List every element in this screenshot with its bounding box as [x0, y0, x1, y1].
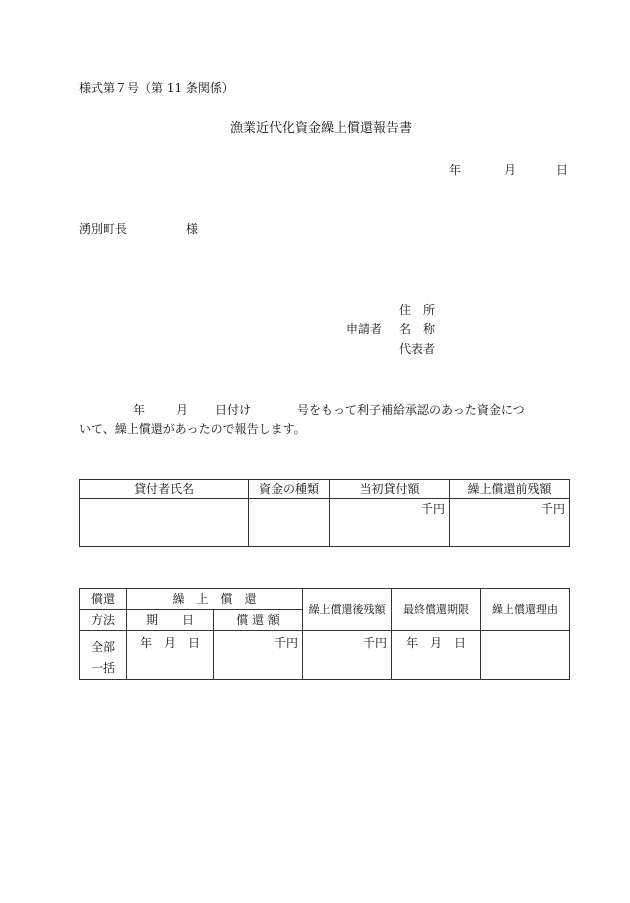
body-line2: いて、繰上償還があったので報告します。	[79, 422, 306, 436]
cell-method-line1: 全部	[90, 640, 115, 654]
header-early-repayment: 繰 上 償 還	[127, 589, 303, 610]
table-row	[80, 631, 570, 680]
applicant-representative-label: 代表者	[399, 342, 436, 356]
cell-reason	[481, 631, 570, 680]
header-repayment-amount: 償 還 額	[214, 610, 303, 631]
cell-lender-name	[80, 499, 249, 547]
date-month-label: 月	[504, 163, 517, 177]
header-final-deadline: 最終償還期限	[392, 589, 481, 631]
date-day-label: 日	[556, 163, 569, 177]
addressee-honorific: 様	[186, 222, 199, 236]
header-initial-loan-amount: 当初貸付額	[330, 480, 450, 499]
table-header-row	[80, 589, 570, 610]
cell-initial-loan-amount: 千円	[330, 499, 450, 547]
applicant-label: 申請者	[346, 322, 383, 336]
header-reason: 繰上償還理由	[481, 589, 570, 631]
applicant-name-label: 名 称	[399, 322, 436, 336]
header-balance-before-prepayment: 繰上償還前残額	[450, 480, 570, 499]
header-date: 期 日	[127, 610, 214, 631]
cell-remaining-after: 千円	[303, 631, 392, 680]
date-year-label: 年	[449, 163, 462, 177]
cell-repayment-amount: 千円	[214, 631, 303, 680]
table-header-row	[80, 480, 570, 499]
cell-date: 年 月 日	[127, 631, 214, 680]
cell-method-line2: 一括	[90, 661, 115, 675]
cell-fund-type	[249, 499, 330, 547]
table-row	[80, 499, 570, 547]
cell-method	[80, 631, 127, 680]
header-fund-type: 資金の種類	[249, 480, 330, 499]
body-day-dated: 日付け	[215, 403, 252, 417]
loan-summary-table	[79, 479, 570, 547]
header-method-top: 償還	[80, 589, 127, 610]
addressee-name: 湧別町長	[79, 222, 128, 236]
body-year: 年	[133, 403, 146, 417]
prepayment-detail-table	[79, 588, 570, 680]
cell-balance-before-prepayment: 千円	[450, 499, 570, 547]
body-month: 月	[176, 403, 189, 417]
body-line1-rest: 号をもって利子補給承認のあった資金につ	[297, 403, 525, 417]
applicant-address-label: 住 所	[399, 303, 436, 317]
header-lender-name: 貸付者氏名	[80, 480, 249, 499]
header-remaining-after: 繰上償還後残額	[303, 589, 392, 631]
header-method-bottom: 方法	[80, 610, 127, 631]
form-number: 様式第７号（第 11 条関係）	[79, 81, 234, 95]
document-title: 漁業近代化資金繰上償還報告書	[230, 121, 413, 136]
cell-final-deadline: 年 月 日	[392, 631, 481, 680]
